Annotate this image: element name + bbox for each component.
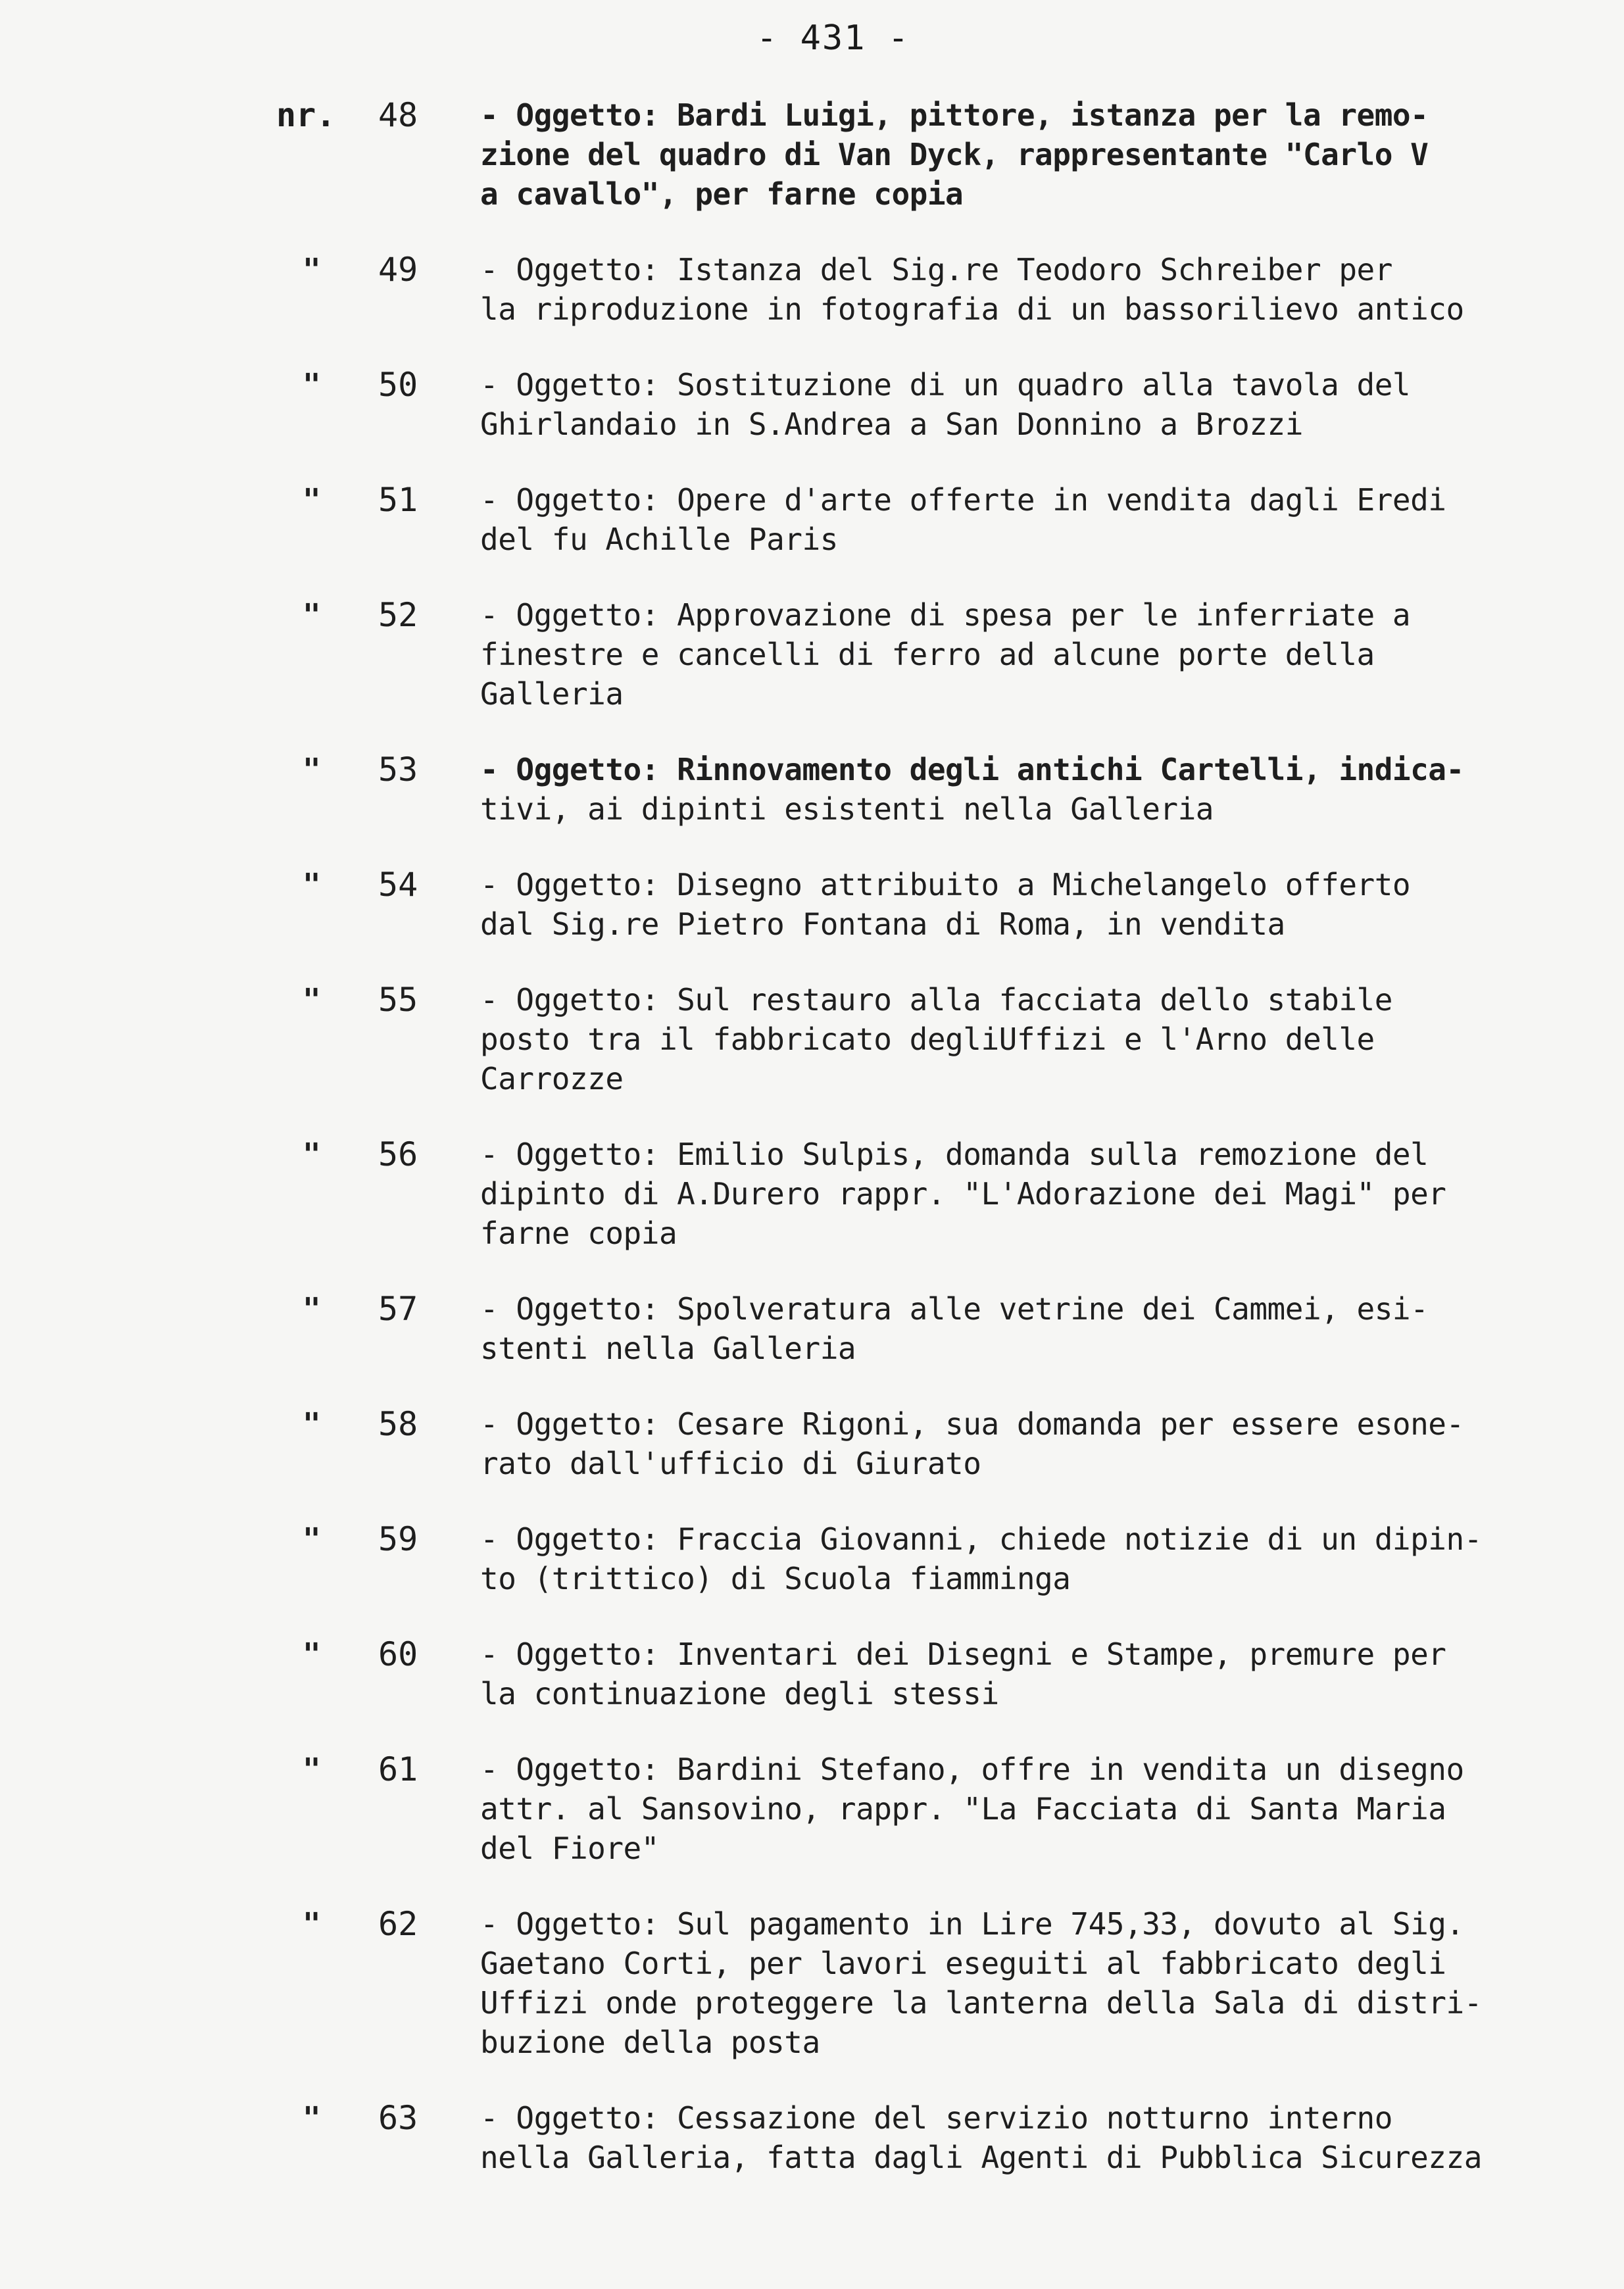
entry-number: 56 (378, 1135, 418, 1173)
entry-text-line: Uffizi onde proteggere la lanterna della Sala di distri- (480, 1985, 1482, 2021)
entry-prefix: " (303, 1521, 321, 1557)
entry-prefix: " (303, 1406, 321, 1442)
entry-prefix: " (303, 867, 321, 902)
entry-text (480, 1519, 1605, 1598)
entry-prefix: nr. (276, 96, 336, 134)
page-number: - 431 - (756, 18, 910, 58)
entry-text-line: nella Galleria, fatta dagli Agenti di Pubblica Sicurezza (480, 2140, 1482, 2175)
entry-text-line: Galleria (480, 676, 624, 712)
entry-number: 53 (378, 751, 418, 789)
entry-text-line: - Oggetto: Opere d'arte offerte in vendita dagli Eredi (480, 482, 1446, 518)
entry-prefix: " (303, 752, 321, 787)
entry-text-line: buzione della posta (480, 2025, 820, 2060)
entry-text-line: - Oggetto: Fraccia Giovanni, chiede notizie di un dipin- (480, 1521, 1482, 1557)
entry-number: 58 (378, 1405, 418, 1443)
entry-number: 48 (378, 96, 418, 134)
entry-prefix: " (303, 1637, 321, 1672)
entry-number: 62 (378, 1905, 418, 1943)
entry-text (480, 1635, 1605, 1713)
entry-prefix: " (303, 1137, 321, 1172)
entry-number: 55 (378, 981, 418, 1019)
entry-prefix: " (303, 982, 321, 1018)
entry-text-line: la continuazione degli stessi (480, 1676, 999, 1711)
entry-text-line: - Oggetto: Cessazione del servizio notturno interno (480, 2100, 1392, 2136)
entry-text-line: - Oggetto: Sostituzione di un quadro alla tavola del (480, 367, 1411, 403)
entry-number: 63 (378, 2099, 418, 2137)
entry-prefix: " (303, 597, 321, 633)
entry-prefix: " (303, 1291, 321, 1327)
entry-text (480, 1289, 1605, 1368)
entry-text-line: Ghirlandaio in S.Andrea a San Donnino a Brozzi (480, 406, 1303, 442)
entry-text-line: - Oggetto: Rinnovamento degli antichi Cartelli, indica- (480, 752, 1464, 787)
entry-text-line: - Oggetto: Cesare Rigoni, sua domanda per essere esone- (480, 1406, 1464, 1442)
entry-text (480, 595, 1605, 714)
entry-number: 52 (378, 596, 418, 634)
entry-number: 61 (378, 1750, 418, 1788)
entry-text-line: stenti nella Galleria (480, 1331, 856, 1366)
entry-text (480, 1904, 1605, 2062)
entry-text (480, 1404, 1605, 1483)
entry-text-line: del Fiore" (480, 1831, 659, 1866)
entry-prefix: " (303, 1752, 321, 1787)
entry-text-line: attr. al Sansovino, rappr. "La Facciata di Santa Maria (480, 1791, 1446, 1827)
entry-prefix: " (303, 2100, 321, 2136)
entry-text-line: - Oggetto: Istanza del Sig.re Teodoro Schreiber per (480, 252, 1392, 287)
entry-text-line: to (trittico) di Scuola fiamminga (480, 1561, 1071, 1596)
entry-text (480, 865, 1605, 944)
entry-text-line: Gaetano Corti, per lavori eseguiti al fabbricato degli (480, 1946, 1446, 1981)
entry-text-line: a cavallo", per farne copia (480, 176, 964, 212)
entry-text-line: - Oggetto: Disegno attribuito a Michelangelo offerto (480, 867, 1411, 902)
entry-text-line: - Oggetto: Sul restauro alla facciata dello stabile (480, 982, 1392, 1018)
entry-number: 50 (378, 366, 418, 404)
entry-text (480, 250, 1605, 329)
entry-text-line: la riproduzione in fotografia di un bassorilievo antico (480, 291, 1464, 327)
entry-text-line: del fu Achille Paris (480, 522, 838, 557)
entry-text-line: dal Sig.re Pietro Fontana di Roma, in vendita (480, 906, 1285, 942)
entry-text-line: zione del quadro di Van Dyck, rappresentante "Carlo V (480, 137, 1429, 172)
entry-text (480, 750, 1605, 829)
entry-number: 54 (378, 866, 418, 904)
entry-text (480, 95, 1605, 214)
entry-text-line: - Oggetto: Sul pagamento in Lire 745,33, dovuto al Sig. (480, 1906, 1464, 1942)
entry-text-line: tivi, ai dipinti esistenti nella Galleria (480, 791, 1214, 827)
entry-text-line: - Oggetto: Emilio Sulpis, domanda sulla remozione del (480, 1137, 1429, 1172)
entry-number: 60 (378, 1635, 418, 1673)
entry-prefix: " (303, 1906, 321, 1942)
entry-text (480, 480, 1605, 559)
entry-text-line: - Oggetto: Approvazione di spesa per le inferriate a (480, 597, 1411, 633)
entry-text (480, 980, 1605, 1098)
entry-text-line: - Oggetto: Inventari dei Disegni e Stampe, premure per (480, 1637, 1446, 1672)
entry-text-line: - Oggetto: Spolveratura alle vetrine dei Cammei, esi- (480, 1291, 1429, 1327)
entry-text (480, 1135, 1605, 1253)
entry-text (480, 2098, 1605, 2177)
entry-number: 59 (378, 1520, 418, 1558)
entry-prefix: " (303, 252, 321, 287)
entry-text-line: rato dall'ufficio di Giurato (480, 1446, 981, 1481)
entry-number: 57 (378, 1290, 418, 1328)
entry-text-line: dipinto di A.Durero rappr. "L'Adorazione dei Magi" per (480, 1176, 1446, 1212)
entry-text (480, 1750, 1605, 1868)
entry-text-line: Carrozze (480, 1061, 624, 1096)
entry-text (480, 365, 1605, 444)
entry-prefix: " (303, 367, 321, 403)
entry-prefix: " (303, 482, 321, 518)
entry-number: 51 (378, 481, 418, 519)
entry-number: 49 (378, 251, 418, 289)
entry-text-line: farne copia (480, 1216, 677, 1251)
entry-text-line: posto tra il fabbricato degliUffizi e l'Arno delle (480, 1021, 1375, 1057)
entry-text-line: finestre e cancelli di ferro ad alcune porte della (480, 637, 1375, 672)
entry-text-line: - Oggetto: Bardini Stefano, offre in vendita un disegno (480, 1752, 1464, 1787)
entry-text-line: - Oggetto: Bardi Luigi, pittore, istanza per la remo- (480, 97, 1429, 133)
